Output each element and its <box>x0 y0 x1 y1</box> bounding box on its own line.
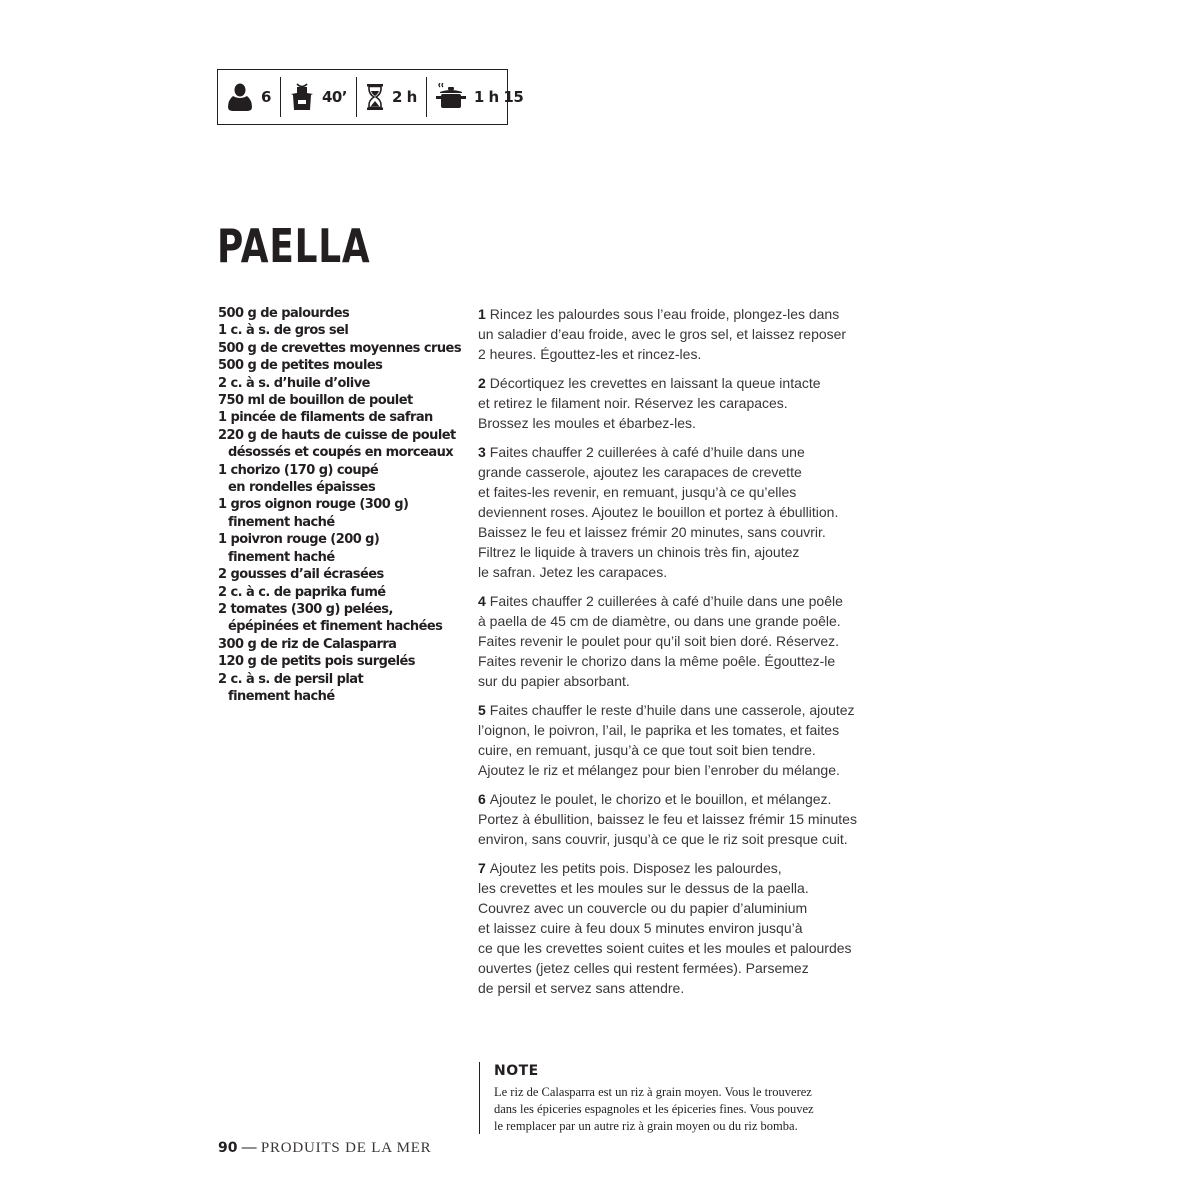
ingredient-line: 1 chorizo (170 g) coupé <box>218 462 379 478</box>
method-step-2 <box>478 373 868 433</box>
ingredient-item <box>218 531 458 566</box>
page-footer <box>218 1138 432 1158</box>
ingredient-item <box>218 409 458 426</box>
ingredient-line: 2 c. à c. de paprika fumé <box>218 584 386 600</box>
step-text: Faites chauffer 2 cuillerées à café d’huile dans une poêle <box>489 593 843 609</box>
step-number: 2 <box>478 375 486 391</box>
step-line <box>478 462 868 482</box>
step-line <box>478 562 868 582</box>
step-number: 6 <box>478 791 486 807</box>
step-text: ce que les crevettes soient cuites et les moules et palourdes <box>478 940 852 956</box>
ingredient-line: 1 gros oignon rouge (300 g) <box>218 497 409 513</box>
ingredient-item <box>218 671 458 706</box>
section-name: PRODUITS DE LA MER <box>260 1140 432 1156</box>
step-text: Ajoutez le riz et mélangez pour bien l’enrober du mélange. <box>478 762 840 778</box>
note-box <box>479 1062 859 1134</box>
step-text: Faites chauffer 2 cuillerées à café d’huile dans une <box>489 444 805 460</box>
ingredient-line: épépinées et finement hachées <box>228 619 443 635</box>
ingredient-item <box>218 357 458 374</box>
footer-separator: — <box>237 1139 261 1156</box>
ingredient-line: 1 pincée de filaments de safran <box>218 410 433 426</box>
step-text: environ, sans couvrir, jusqu’à ce que le riz soit presque cuit. <box>478 831 848 847</box>
cooking-pot-icon <box>436 83 466 111</box>
ingredient-item <box>218 375 458 392</box>
step-text: Rincez les palourdes sous l’eau froide, plongez-les dans <box>489 306 840 322</box>
prep-time-cell <box>281 77 357 117</box>
step-line <box>478 918 868 938</box>
step-line <box>478 611 868 631</box>
step-number: 7 <box>478 860 486 876</box>
step-line <box>478 413 868 433</box>
ingredient-line: 220 g de hauts de cuisse de poulet <box>218 427 456 443</box>
step-line <box>478 482 868 502</box>
ingredient-item <box>218 636 458 653</box>
step-text: à paella de 45 cm de diamètre, ou dans une grande poêle. <box>478 613 841 629</box>
ingredient-line: 120 g de petits pois surgelés <box>218 654 415 670</box>
rest-time-cell <box>357 77 427 117</box>
step-text: ouvertes (jetez celles qui restent fermées). Parsemez <box>478 960 809 976</box>
step-line <box>478 442 868 462</box>
step-text: Faites revenir le poulet pour qu’il soit bien doré. Réservez. <box>478 633 840 649</box>
step-line <box>478 720 868 740</box>
step-line <box>478 809 868 829</box>
step-line <box>478 938 868 958</box>
step-text: Décortiquez les crevettes en laissant la queue intacte <box>489 375 821 391</box>
recipe-title: PAELLA <box>217 219 371 273</box>
step-line <box>478 324 868 344</box>
ingredient-item <box>218 340 462 357</box>
step-text: Faites revenir le chorizo dans la même poêle. Égouttez-le <box>478 653 836 669</box>
step-text: et laissez cuire à feu doux 5 minutes environ jusqu’à <box>478 920 803 936</box>
hourglass-icon <box>366 83 384 111</box>
note-line: le remplacer par un autre riz à grain moyen ou du riz bomba. <box>494 1119 798 1133</box>
recipe-info-box <box>217 69 524 125</box>
ingredient-line: désossés et coupés en morceaux <box>228 445 454 461</box>
step-number: 5 <box>478 702 486 718</box>
step-line <box>478 591 868 611</box>
ingredient-item <box>218 566 458 583</box>
ingredient-line: 1 c. à s. de gros sel <box>218 323 349 339</box>
step-text: sur du papier absorbant. <box>478 673 630 689</box>
step-text: grande casserole, ajoutez les carapaces de crevette <box>478 464 802 480</box>
step-line <box>478 740 868 760</box>
step-text: les crevettes et les moules sur le dessus de la paella. <box>478 880 809 896</box>
ingredient-line: 300 g de riz de Calasparra <box>218 636 397 652</box>
cook-time-cell <box>427 77 532 117</box>
ingredient-line: 750 ml de bouillon de poulet <box>218 393 413 409</box>
method-step-3 <box>478 442 868 582</box>
ingredient-line: finement haché <box>228 514 335 530</box>
step-line <box>478 671 868 691</box>
step-text: de persil et servez sans attendre. <box>478 980 685 996</box>
person-icon <box>227 83 253 111</box>
note-line: Le riz de Calasparra est un riz à grain moyen. Vous le trouverez <box>494 1085 812 1099</box>
step-text: Brossez les moules et ébarbez-les. <box>478 415 696 431</box>
note-text <box>494 1084 859 1135</box>
ingredient-item <box>218 427 458 462</box>
step-line <box>478 393 868 413</box>
step-line <box>478 958 868 978</box>
rest-time-value: 2 h <box>392 88 417 106</box>
step-text: Ajoutez le poulet, le chorizo et le bouillon, et mélangez. <box>489 791 832 807</box>
step-text: Baissez le feu et laissez frémir 20 minutes, sans couvrir. <box>478 524 826 540</box>
step-line <box>478 829 868 849</box>
servings-cell <box>218 77 281 117</box>
ingredient-item <box>218 462 458 497</box>
step-line <box>478 502 868 522</box>
ingredient-line: 2 tomates (300 g) pelées, <box>218 601 393 617</box>
ingredient-line: finement haché <box>228 688 335 704</box>
step-text: Couvrez avec un couvercle ou du papier d’aluminium <box>478 900 808 916</box>
ingredient-item <box>218 305 458 322</box>
step-text: Portez à ébullition, baissez le feu et laissez frémir 15 minutes <box>478 811 857 827</box>
method-step-5 <box>478 700 868 780</box>
servings-value: 6 <box>261 88 271 106</box>
step-number: 3 <box>478 444 486 460</box>
step-line <box>478 522 868 542</box>
ingredients-list <box>218 305 462 705</box>
step-line <box>478 304 868 324</box>
step-number: 1 <box>478 306 486 322</box>
step-text: et retirez le filament noir. Réservez les carapaces. <box>478 395 788 411</box>
step-line <box>478 373 868 393</box>
page-number: 90 <box>218 1140 238 1156</box>
ingredient-item <box>218 392 458 409</box>
step-line <box>478 858 868 878</box>
method-steps <box>478 304 868 1007</box>
note-title: NOTE <box>494 1063 539 1079</box>
ingredient-line: 500 g de petites moules <box>218 358 383 374</box>
step-line <box>478 344 868 364</box>
step-line <box>478 542 868 562</box>
step-text: un saladier d’eau froide, avec le gros sel, et laissez reposer <box>478 326 847 342</box>
method-step-1 <box>478 304 868 364</box>
step-text: Faites chauffer le reste d’huile dans une casserole, ajoutez <box>489 702 855 718</box>
step-line <box>478 898 868 918</box>
ingredient-line: 2 gousses d’ail écrasées <box>218 567 384 583</box>
ingredient-line: 500 g de crevettes moyennes crues <box>218 340 462 356</box>
apron-icon <box>290 83 314 111</box>
step-text: deviennent roses. Ajoutez le bouillon et portez à ébullition. <box>478 504 839 520</box>
step-text: le safran. Jetez les carapaces. <box>478 564 668 580</box>
ingredient-item <box>218 496 458 531</box>
ingredient-line: 500 g de palourdes <box>218 306 350 321</box>
prep-time-value: 40’ <box>321 88 348 106</box>
method-step-6 <box>478 789 868 849</box>
step-text: cuire, en remuant, jusqu’à ce que tout soit bien tendre. <box>478 742 816 758</box>
step-text: Filtrez le liquide à travers un chinois très fin, ajoutez <box>478 544 800 560</box>
step-line <box>478 651 868 671</box>
step-line <box>478 789 868 809</box>
ingredient-line: 1 poivron rouge (200 g) <box>218 532 380 548</box>
step-text: 2 heures. Égouttez-les et rincez-les. <box>478 346 702 362</box>
step-number: 4 <box>478 593 486 609</box>
ingredient-item <box>218 584 458 601</box>
method-step-4 <box>478 591 868 691</box>
step-line <box>478 700 868 720</box>
ingredient-item <box>218 322 458 339</box>
cook-time-value: 1 h 15 <box>473 88 524 106</box>
step-text: et faites-les revenir, en remuant, jusqu’à ce qu’elles <box>478 484 797 500</box>
ingredient-line: 2 c. à s. d’huile d’olive <box>218 375 370 391</box>
ingredient-item <box>218 653 458 670</box>
ingredient-line: 2 c. à s. de persil plat <box>218 671 364 687</box>
method-step-7 <box>478 858 868 998</box>
step-line <box>478 631 868 651</box>
step-line <box>478 760 868 780</box>
step-line <box>478 878 868 898</box>
step-line <box>478 978 868 998</box>
ingredient-line: finement haché <box>228 549 335 565</box>
step-text: Ajoutez les petits pois. Disposez les palourdes, <box>489 860 782 876</box>
ingredient-line: en rondelles épaisses <box>228 480 376 496</box>
step-text: l’oignon, le poivron, l’ail, le paprika et les tomates, et faites <box>478 722 840 738</box>
ingredient-item <box>218 601 458 636</box>
note-line: dans les épiceries espagnoles et les épiceries fines. Vous pouvez <box>494 1102 814 1116</box>
